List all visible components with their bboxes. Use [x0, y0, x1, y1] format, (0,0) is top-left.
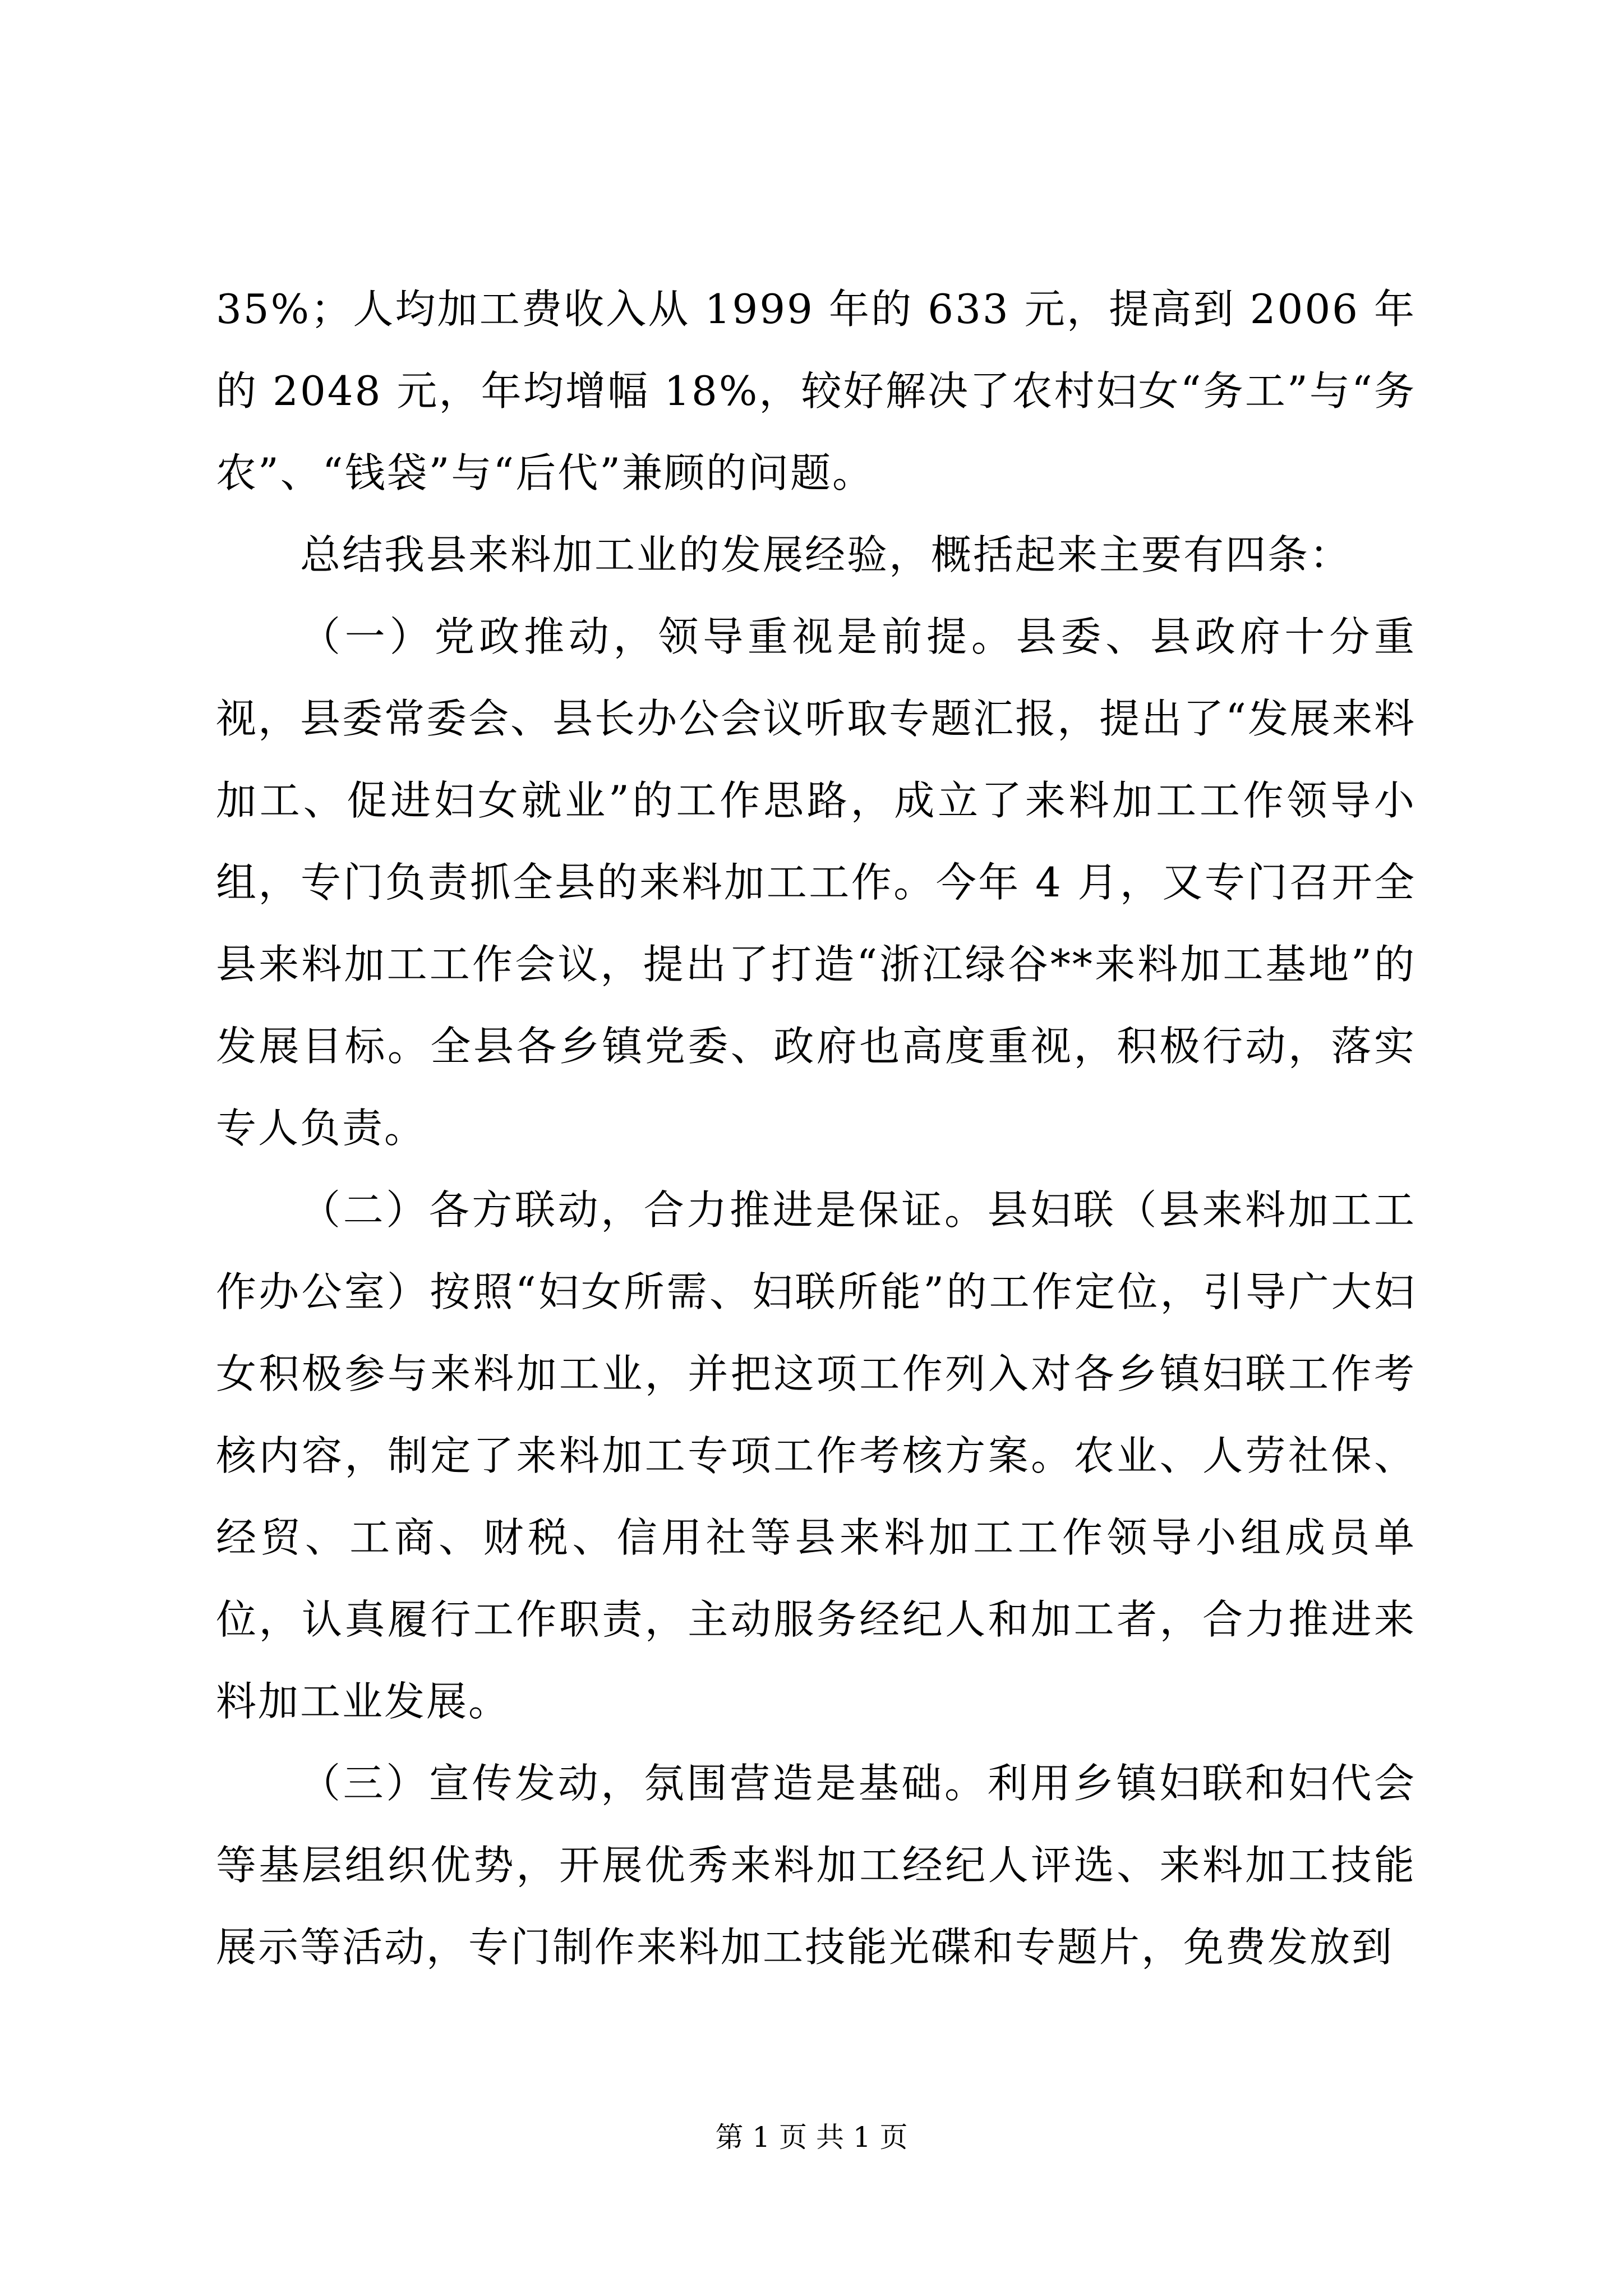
body-text: [216, 268, 1416, 1988]
paragraph-3: （一）党政推动，领导重视是前提。县委、县政府十分重视，县委常委会、县长办公会议听取专题汇报，提出了“发展来料加工、促进妇女就业”的工作思路，成立了来料加工工作领导小组，专门负责抓全县的来料加工工作。今年 4 月，又专门召开全县来料加工工作会议，提出了打造“浙江绿谷**来料加工基地”的发展目标。全县各乡镇党委、政府也高度重视，积极行动，落实专人负责。: [216, 613, 1416, 1152]
paragraph-5: （三）宣传发动，氛围营造是基础。利用乡镇妇联和妇代会等基层组织优势，开展优秀来料加工经纪人评选、来料加工技能展示等活动，专门制作来料加工技能光碟和专题片，免费发放到: [216, 1760, 1416, 1971]
paragraph-1: 35%；人均加工费收入从 1999 年的 633 元，提高到 2006 年的 2048 元，年均增幅 18%，较好解决了农村妇女“务工”与“务农”、“钱袋”与“后代”兼顾的问题。: [216, 286, 1416, 496]
paragraph-2: 总结我县来料加工业的发展经验，概括起来主要有四条：: [300, 531, 1352, 578]
paragraph-4: （二）各方联动，合力推进是保证。县妇联（县来料加工工作办公室）按照“妇女所需、妇联所能”的工作定位，引导广大妇女积极参与来料加工业，并把这项工作列入对各乡镇妇联工作考核内容，制定了来料加工专项工作考核方案。农业、人劳社保、经贸、工商、财税、信用社等县来料加工工作领导小组成员单位，认真履行工作职责，主动服务经纪人和加工者，合力推进来料加工业发展。: [216, 1186, 1416, 1725]
page-footer: 第 1 页 共 1 页: [715, 2121, 908, 2154]
